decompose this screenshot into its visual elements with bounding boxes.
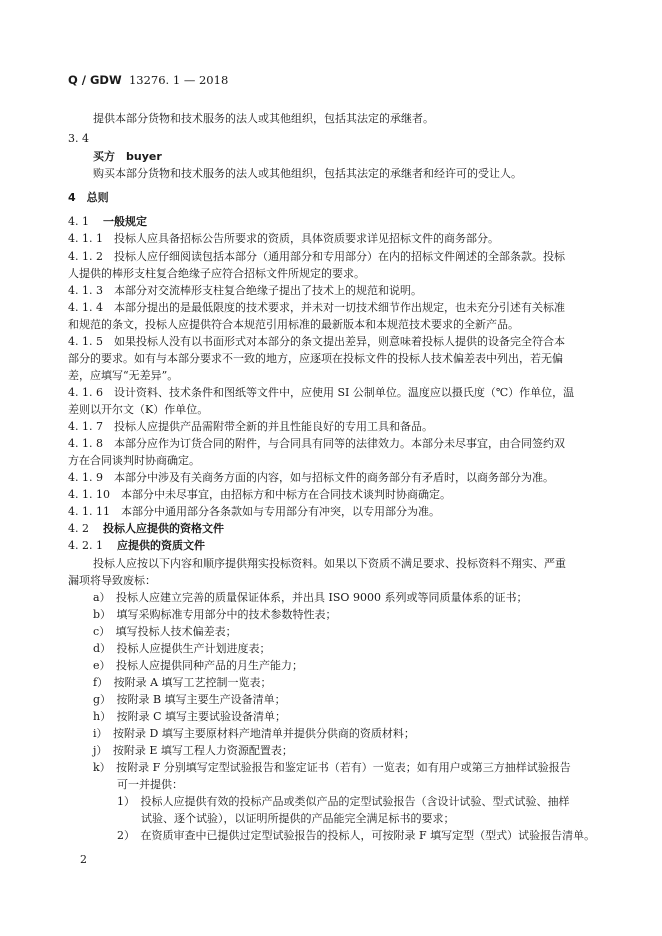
clause-line: 4. 1. 6 设计资料、技术条件和图纸等文件中，应使用 SI 公制单位。温度应以摄氏度（℃）作单位，温 (68, 386, 575, 399)
clause-line: 4. 1. 4 本部分提出的是最低限度的技术要求，并未对一切技术细节作出规定，也未充分引述有关标准 (68, 301, 565, 314)
term-heading: 买方 buyer (93, 150, 162, 163)
subsection-title: 一般规定 (103, 215, 147, 228)
subsection-number: 4. 2 (68, 522, 89, 535)
list-item: a） 投标人应建立完善的质量保证体系，并出具 ISO 9000 系列或等同质量体系的证书； (93, 591, 528, 604)
sub-list-item-continuation: 试验、逐个试验），以证明所提供的产品能完全满足标书的要求； (141, 812, 455, 825)
list-item: f） 按附录 A 填写工艺控制一览表； (93, 676, 272, 689)
clause-line: 4. 1. 11 本部分中通用部分各条款如与专用部分有冲突，以专用部分为准。 (68, 505, 440, 518)
section-heading: 4 总则 (68, 191, 109, 204)
sub-list-item: 1） 投标人应提供有效的投标产品或类似产品的定型试验报告（含设计试验、型式试验、抽样 (117, 795, 570, 808)
para-line: 提供本部分货物和技术服务的法人或其他组织，包括其法定的承继者。 (93, 112, 434, 125)
list-item: c） 填写投标人技术偏差表； (93, 625, 237, 638)
list-item-continuation: 可一并提供： (117, 778, 183, 791)
clause-line: 4. 1. 7 投标人应提供产品需附带全新的并且性能良好的专用工具和备品。 (68, 420, 433, 433)
subsection-number: 4. 1 (68, 215, 89, 228)
standard-header (68, 73, 228, 88)
para-line: 投标人应按以下内容和顺序提供翔实投标资料。如果以下资质不满足要求、投标资料不翔实、严重 (93, 557, 566, 570)
clause-line: 人提供的棒形支柱复合绝缘子应符合招标文件所规定的要求。 (68, 267, 365, 280)
sub-list-item: 2） 在资质审查中已提供过定型试验报告的投标人，可按附录 F 填写定型（型式）试验报告清单。 (117, 829, 596, 842)
clause-line: 4. 1. 5 如果投标人没有以书面形式对本部分的条文提出差异，则意味着投标人提供的设备完全符合本 (68, 335, 565, 348)
clause-line: 差则以开尔文（K）作单位。 (68, 403, 209, 416)
subsection-title: 投标人应提供的资格文件 (103, 522, 224, 535)
subsection-heading (68, 214, 147, 229)
subsection-heading (68, 521, 224, 536)
clause-line: 和规范的条文，投标人应提供符合本规范引用标准的最新版本和本规范技术要求的全新产品。 (68, 318, 519, 331)
subsection-heading (68, 538, 205, 553)
standard-number: 13276. 1 — 2018 (128, 73, 229, 87)
clause-number: 3. 4 (68, 132, 89, 145)
list-item: g） 按附录 B 填写主要生产设备清单； (93, 693, 286, 706)
clause-line: 4. 1. 2 投标人应仔细阅读包括本部分（通用部分和专用部分）在内的招标文件阐述的全部条款。投标 (68, 250, 565, 263)
list-item: b） 填写采购标准专用部分中的技术参数特性表； (93, 608, 337, 621)
clause-line: 差，应填写“无差异”。 (68, 369, 179, 382)
clause-line: 4. 1. 8 本部分应作为订货合同的附件，与合同具有同等的法律效力。本部分未尽事宜，由合同签约双 (68, 437, 565, 450)
para-line: 漏项将导致废标： (68, 574, 156, 587)
list-item: i） 按附录 D 填写主要原材料产地清单并提供分供商的资质材料； (93, 727, 415, 740)
page-number: 2 (80, 853, 87, 866)
list-item: d） 投标人应提供生产计划进度表； (93, 642, 271, 655)
list-item: e） 投标人应提供同种产品的月生产能力； (93, 659, 304, 672)
list-item: k） 按附录 F 分别填写定型试验报告和鉴定证书（若有）一览表；如有用户或第三方抽样试验报告 (93, 761, 571, 774)
clause-line: 部分的要求。如有与本部分要求不一致的地方，应逐项在投标文件的投标人技术偏差表中列出，若无偏 (68, 352, 563, 365)
subsection-number: 4. 2. 1 (68, 539, 103, 552)
term-definition: 购买本部分货物和技术服务的法人或其他组织，包括其法定的承继者和经许可的受让人。 (93, 167, 522, 180)
clause-line: 4. 1. 1 投标人应具备招标公告所要求的资质，具体资质要求详见招标文件的商务部分。 (68, 232, 499, 245)
standard-code: Q / GDW (68, 73, 122, 87)
clause-line: 4. 1. 3 本部分对交流棒形支柱复合绝缘子提出了技术上的规范和说明。 (68, 284, 422, 297)
subsection-title: 应提供的资质文件 (116, 539, 205, 552)
clause-line: 4. 1. 10 本部分中未尽事宜，由招标方和中标方在合同技术谈判时协商确定。 (68, 488, 451, 501)
clause-line: 方在合同谈判时协商确定。 (68, 454, 200, 467)
clause-line: 4. 1. 9 本部分中涉及有关商务方面的内容，如与招标文件的商务部分有矛盾时，以商务部分为准。 (68, 471, 554, 484)
list-item: j） 按附录 E 填写工程人力资源配置表； (93, 744, 293, 757)
list-item: h） 按附录 C 填写主要试验设备清单； (93, 710, 286, 723)
